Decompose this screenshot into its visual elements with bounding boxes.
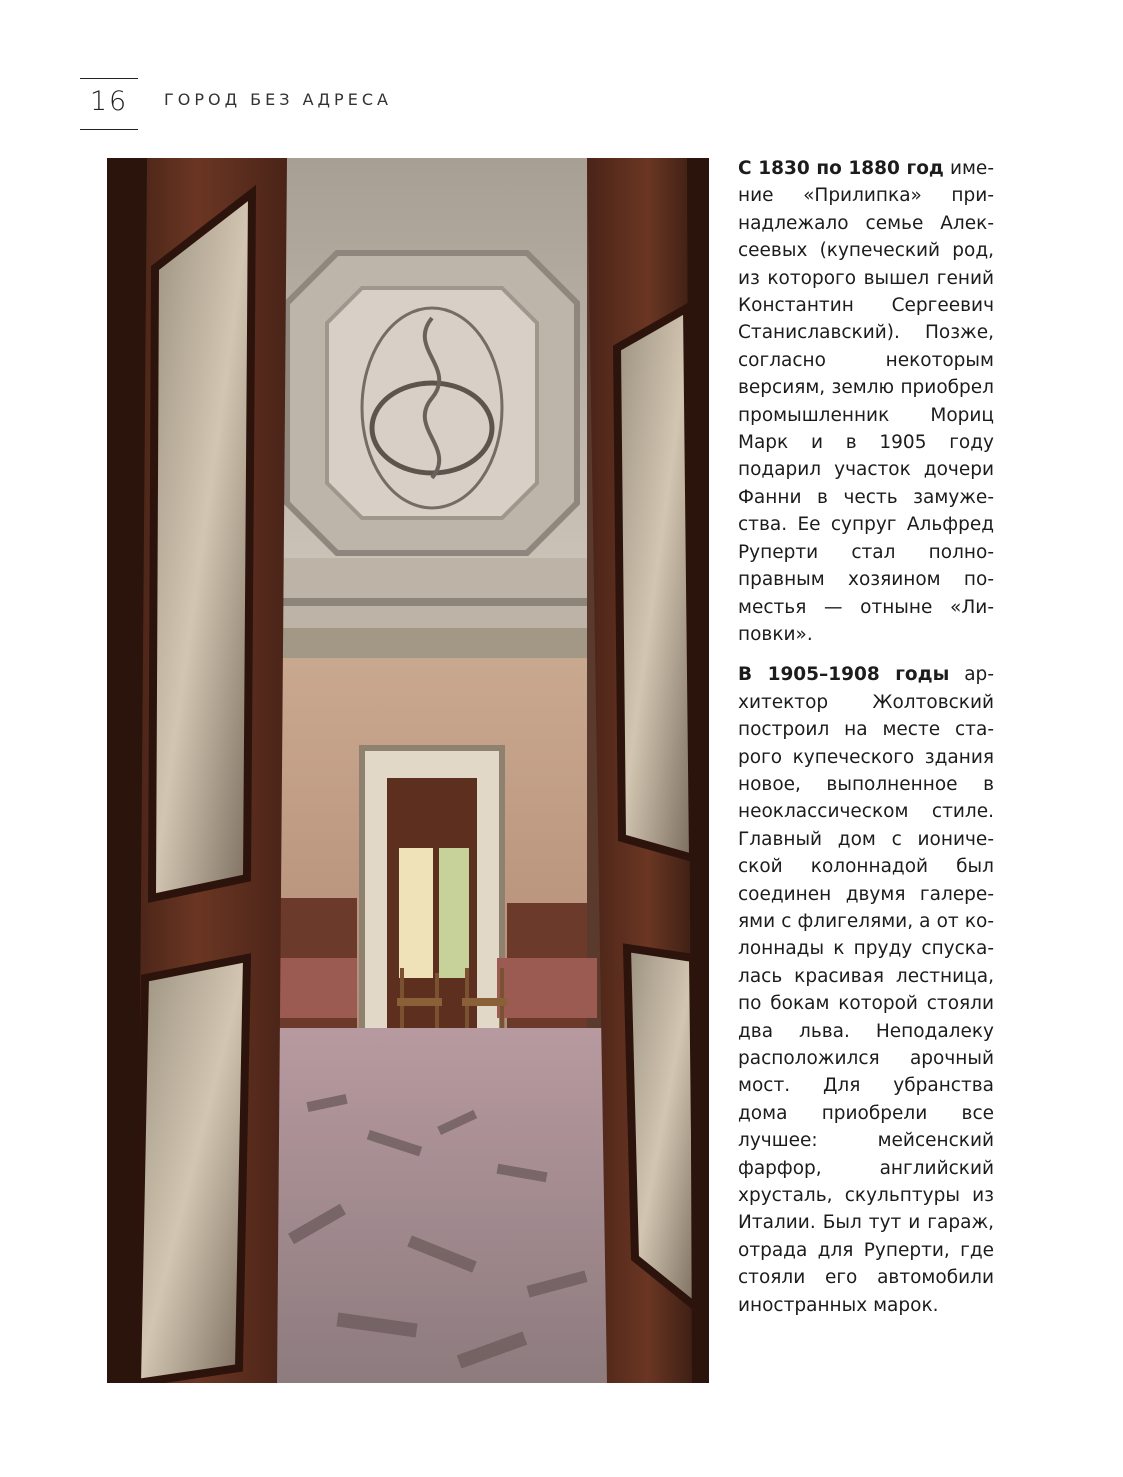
page-number: 16 — [80, 78, 138, 130]
paragraph-2 — [738, 661, 994, 1319]
paragraph-2-lead: В 1905–1908 годы — [738, 664, 950, 686]
paragraph-1-lead: С 1830 по 1880 год — [738, 158, 944, 179]
paragraph-1 — [738, 155, 994, 648]
paragraph-1-body: имение «Прилипка» принадлежало семье Алексеевых (купеческий род, из которого вышел гений Константин Сергеевич Станиславский). Позже, согласно некоторым версиям, землю приобрел промышленник Мориц Марк и в 1905 году подарил участок дочери Фанни в честь замужества. Ее супруг Альфред Руперти стал полноправным хозяином поместья — отныне «Липовки». — [738, 158, 994, 645]
running-title: ГОРОД БЕЗ АДРЕСА — [164, 90, 392, 109]
paragraph-2-body: архитектор Жолтовский построил на месте старого купеческого здания новое, выполненное в неоклассическом стиле. Главный дом с ионической колоннадой был соединен двумя галереями с флигелями, а от колоннады к пруду спускалась красивая лестница, по бокам которой стояли два льва. Неподалеку расположился арочный мост. Для убранства дома приобрели все лучшее: мейсенский фарфор, английский хрусталь, скульптуры из Италии. Был тут и гараж, отрада для Руперти, где стояли его автомобили иностранных марок. — [738, 664, 994, 1316]
interior-photo — [107, 158, 709, 1383]
page-header — [80, 78, 680, 130]
text-column — [738, 155, 994, 1332]
